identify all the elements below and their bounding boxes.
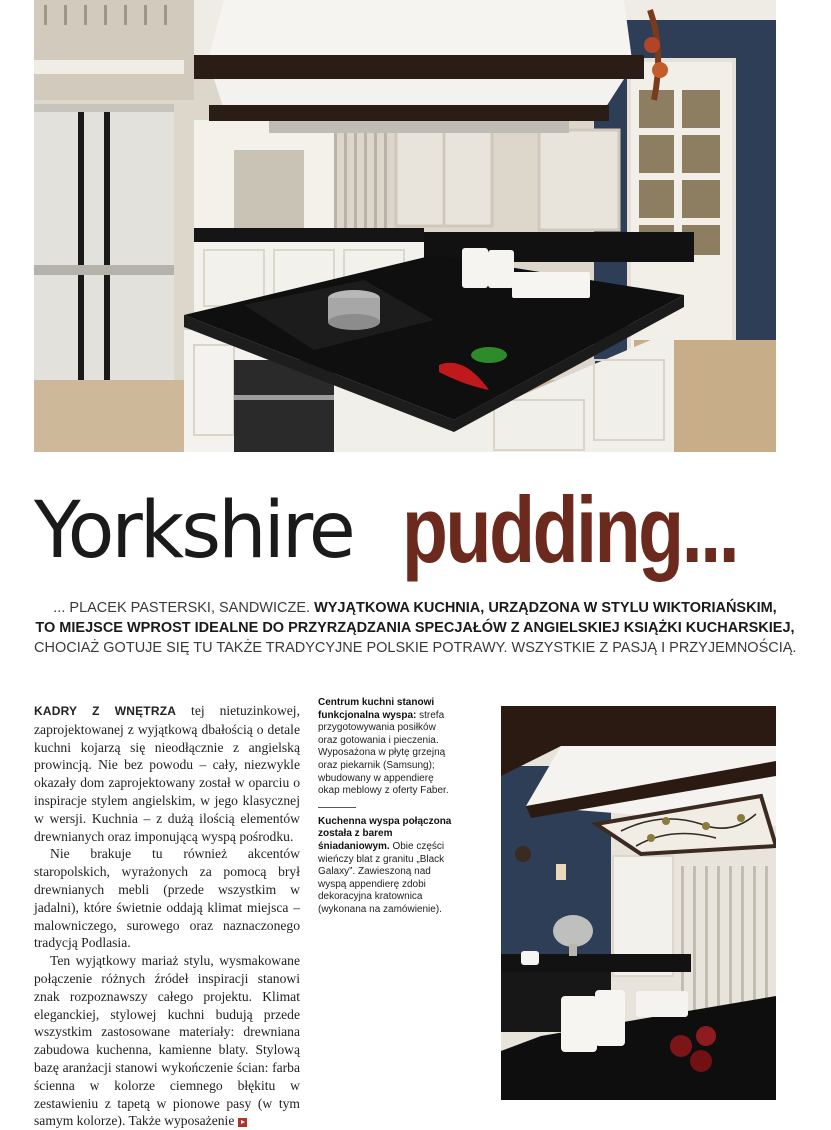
body-paragraph-1-text: tej nietuzinkowej, zaprojektowanej z wyjątkową dbałością o detale kuchni kojarzą się nieodłącznie z angielską prowincją. Nie bez powodu – cały, niezwykle okazały dom zaprojektowany został w oparciu o inspiracje stylem angielskim, w jego klasycznej w wersji. Kuchnia – z dużą ilością elementów drewnianych oraz imponującą wyspą pośrodku. <box>34 703 300 844</box>
caption-1 <box>318 697 458 798</box>
body-kicker: KADRY Z WNĘTRZA <box>34 704 177 718</box>
body-paragraph-1 <box>34 702 300 845</box>
body-paragraph-2: Nie brakuje tu również akcentów staropolskich, wyrażonych za pomocą brył drewnianych mebli (przede wszystkim w jadalni), które świetnie oddają klimat miejsca – malowniczego, surowego oraz naznaczonego tradycją Podlasia. <box>34 846 300 951</box>
caption-1-bold: Centrum kuchni stanowi funkcjonalna wyspa: <box>318 697 435 721</box>
lead-line-3: CHOCIAŻ GOTUJE SIĘ TU TAKŻE TRADYCYJNE POLSKIE POTRAWY. WSZYSTKIE Z PASJĄ I PRZYJEMNOŚCIĄ. <box>34 640 797 656</box>
title-light: Yorkshire <box>34 486 353 576</box>
body-column <box>34 702 300 1130</box>
article-title <box>34 476 804 586</box>
caption-2-text: Obie części wieńczy blat z granitu „Black Galaxy”. Zawieszoną nad wyspą appendierę zdobi dekoracyjna kratownica (wykonana na zamówienie). <box>318 840 445 915</box>
lead-line-1 <box>34 598 796 618</box>
lead-line-1-bold: WYJĄTKOWA KUCHNIA, URZĄDZONA W STYLU WIKTORIAŃSKIM, <box>314 600 777 616</box>
island-detail-photo <box>501 706 776 1100</box>
caption-2-bold: Kuchenna wyspa połączona została z barem śniadaniowym. <box>318 815 452 852</box>
lead-line-2 <box>34 618 796 638</box>
lead-line-1-regular: ... PLACEK PASTERSKI, SANDWICZE. <box>53 600 315 616</box>
continue-arrow-icon[interactable] <box>238 1118 247 1127</box>
hero-kitchen-photo <box>34 0 776 452</box>
title-bold: pudding... <box>402 477 738 582</box>
article-lead <box>34 598 796 658</box>
caption-divider <box>318 807 356 808</box>
body-paragraph-3 <box>34 952 300 1130</box>
caption-column <box>318 697 458 917</box>
caption-2 <box>318 816 458 917</box>
lead-line-2-bold: TO MIEJSCE WPROST IDEALNE DO PRZYRZĄDZANIA SPECJAŁÓW Z ANGIELSKIEJ KSIĄŻKI KUCHARSKIEJ, <box>35 620 795 636</box>
body-paragraph-3-text: Ten wyjątkowy mariaż stylu, wysmakowane połączenie różnych źródeł inspiracji stanowi znak rozpoznawszy całego projektu. Klimat eleganckiej, stylowej kuchni budują przede wszystkim zastosowane materiały: drewniana zabudowa kuchenna, kamienne blaty. Stylową bazę aranżacji stanowi wykończenie ścian: farba ścienna w kolorze ciemnego błękitu w zestawieniu z tapetą w pionowe pasy (w tym samym kolorze). Także wyposażenie <box>34 953 300 1129</box>
caption-1-text: strefa przygotowywania posiłków oraz gotowania i pieczenia. Wyposażona w płytę grzejną oraz piekarnik (Samsung); wbudowany w appendierę okap meblowy z oferty Faber. <box>318 709 449 797</box>
